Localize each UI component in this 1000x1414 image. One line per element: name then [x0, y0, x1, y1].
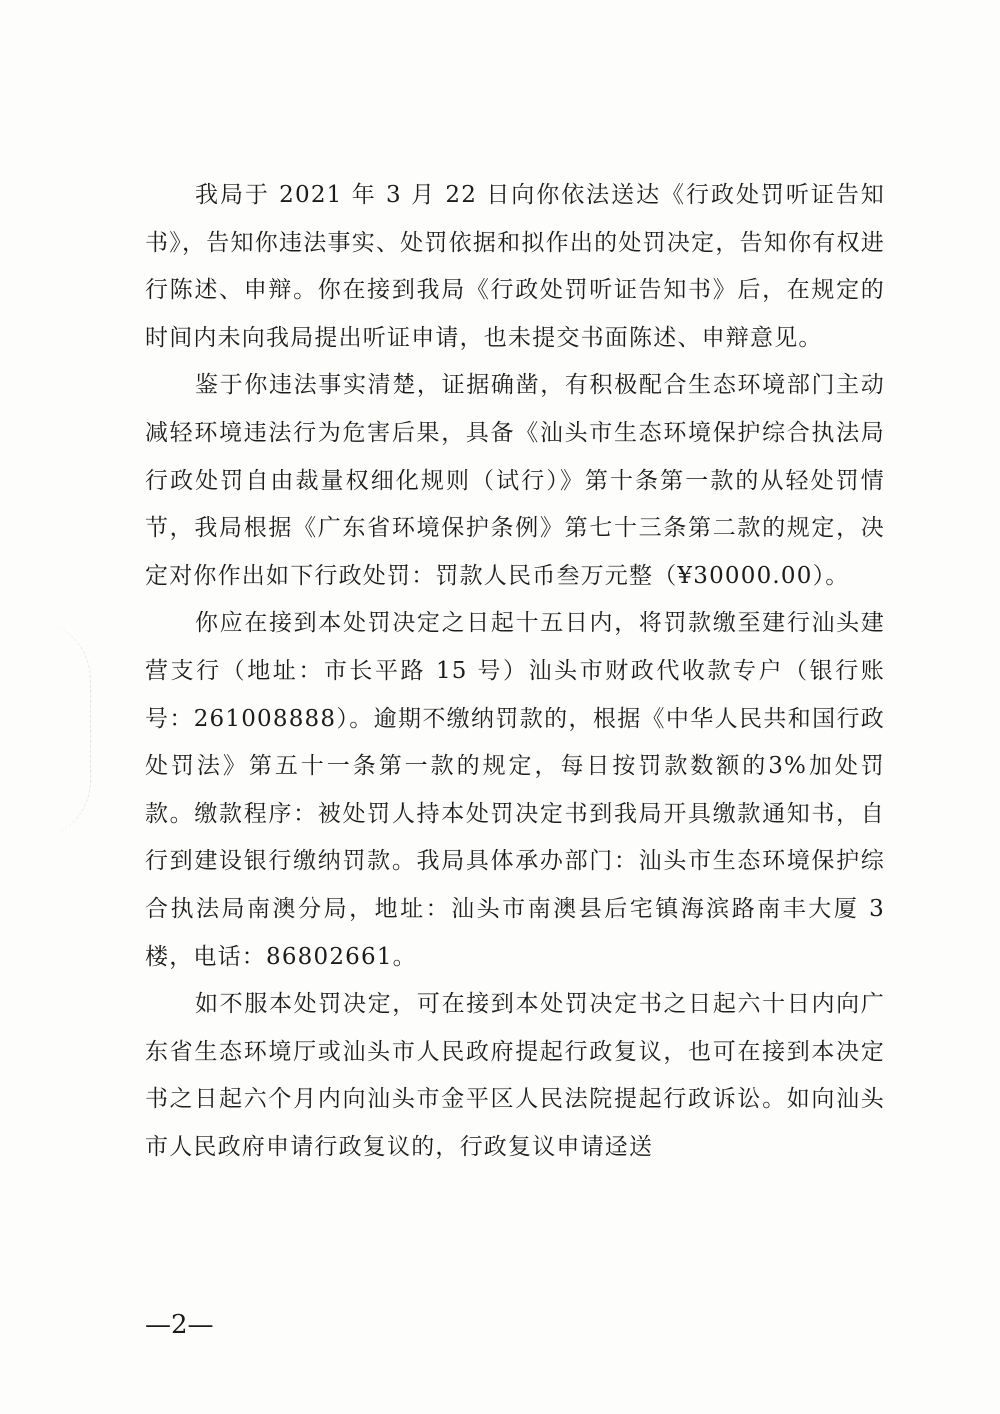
paragraph-appeal-rights: 如不服本处罚决定，可在接到本处罚决定书之日起六十日内向广东省生态环境厅或汕头市人民政府提起行政复议，也可在接到本决定书之日起六个月内向汕头市金平区人民法院提起行政诉讼。如向汕头市人民政府申请行政复议的，行政复议申请迳送 — [145, 991, 885, 1160]
paragraph-penalty-decision: 鉴于你违法事实清楚，证据确凿，有积极配合生态环境部门主动减轻环境违法行为危害后果，具备《汕头市生态环境保护综合执法局行政处罚自由裁量权细化规则（试行）》第十条第一款的从轻处罚情节，我局根据《广东省环境保护条例》第七十三条第二款的规定，决定对你作出如下行政处罚：罚款人民币叁万元整（¥30000.00）。 — [145, 372, 885, 589]
paragraph-hearing-notice: 我局于 2021 年 3 月 22 日向你依法送达《行政处罚听证告知书》，告知你违法事实、处罚依据和拟作出的处罚决定，告知你有权进行陈述、申辩。你在接到我局《行政处罚听证告知书》后，在规定的时间内未向我局提出听证申请，也未提交书面陈述、申辩意见。 — [145, 182, 885, 351]
page-number: —2— — [145, 1310, 214, 1340]
scan-shadow — [0, 620, 91, 840]
document-body — [145, 172, 885, 1171]
paragraph-payment-instructions: 你应在接到本处罚决定之日起十五日内，将罚款缴至建行汕头建营支行（地址：市长平路 15 号）汕头市财政代收款专户（银行账号：261008888）。逾期不缴纳罚款的，根据《中华人民共和国行政处罚法》第五十一条第一款的规定，每日按罚款数额的3%加处罚款。缴款程序：被处罚人持本处罚决定书到我局开具缴款通知书，自行到建设银行缴纳罚款。我局具体承办部门：汕头市生态环境保护综合执法局南澳分局，地址：汕头市南澳县后宅镇海滨路南丰大厦 3 楼，电话：86802661。 — [145, 610, 885, 970]
